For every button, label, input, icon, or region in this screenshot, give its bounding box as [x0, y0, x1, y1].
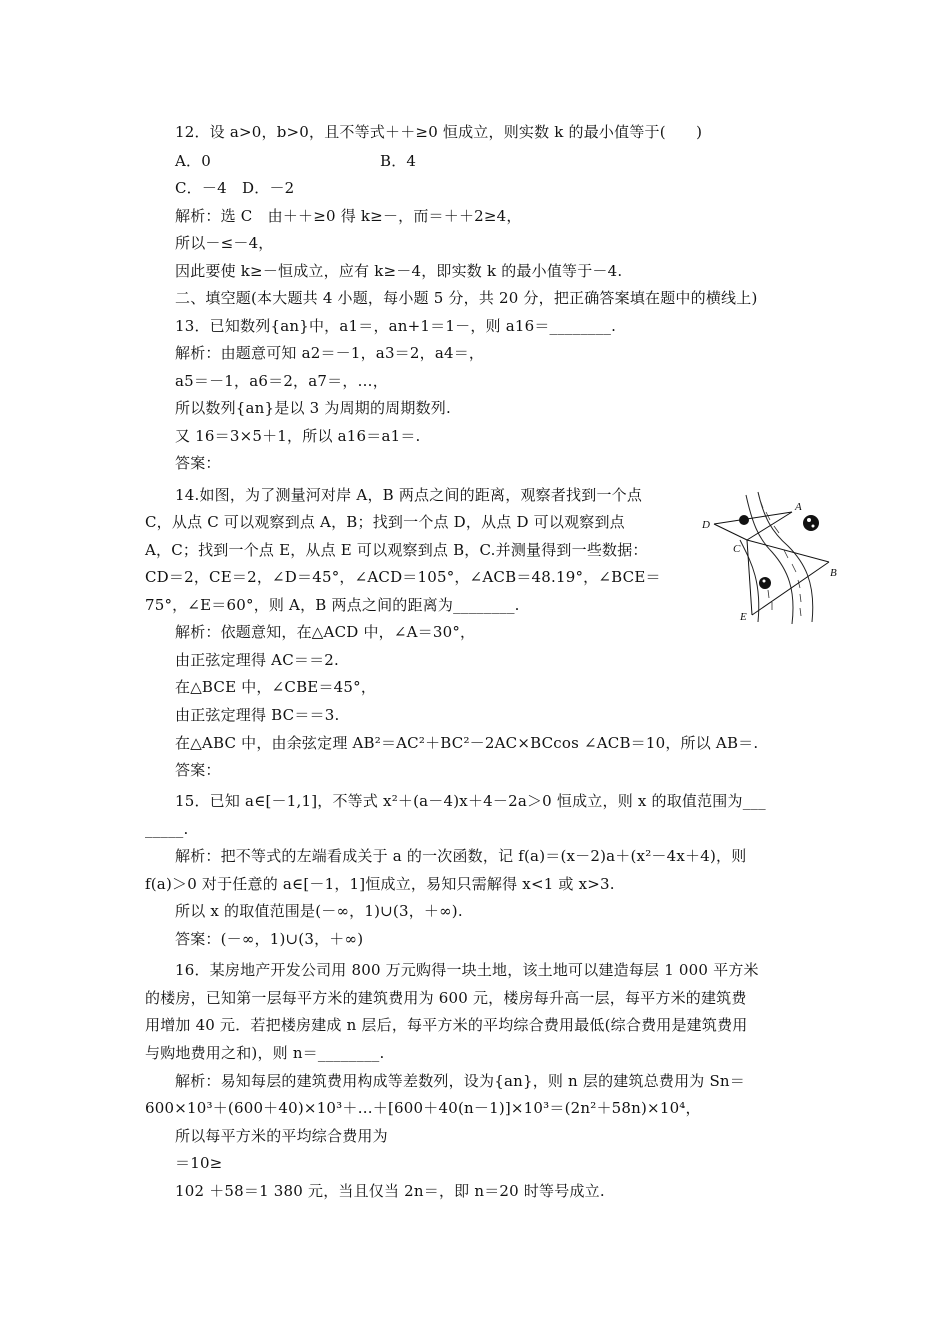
q14-answer: 答案： [175, 761, 221, 779]
q12-stem: 12．设 a>0，b>0，且不等式＋＋≥0 恒成立，则实数 k 的最小值等于( ) [175, 123, 703, 141]
q14-stem-4: CD＝2，CE＝2，∠D＝45°，∠ACD＝105°，∠ACB＝48.19°，∠BCE＝ [145, 568, 661, 586]
q15-solution-1: 解析：把不等式的左端看成关于 a 的一次函数，记 f(a)＝(x－2)a＋(x²－4x＋4)，则 [175, 847, 747, 865]
point-label-a: A [795, 501, 802, 513]
q13-solution-2: a5＝－1，a6＝2，a7＝，…， [175, 372, 388, 390]
q15-solution-3: 所以 x 的取值范围是(－∞，1)∪(3，＋∞). [175, 902, 463, 920]
q12-option-cd: C．－4 D．－2 [175, 179, 295, 197]
river-bank-right [758, 492, 813, 622]
point-label-d: D [702, 519, 710, 531]
river-survey-figure [700, 490, 845, 625]
q16-stem-2: 的楼房，已知第一层每平方米的建筑费用为 600 元，楼房每升高一层，每平方米的建筑费 [145, 989, 747, 1007]
section-heading: 二、填空题(本大题共 4 小题，每小题 5 分，共 20 分，把正确答案填在题中的横线上) [175, 289, 758, 307]
q15-stem-2: _____. [145, 820, 189, 838]
q16-solution-3: 所以每平方米的平均综合费用为 [175, 1127, 388, 1145]
q14-solution-3: 在△BCE 中，∠CBE＝45°， [175, 678, 377, 696]
point-label-c: C [733, 543, 741, 555]
q12-solution-3: 因此要使 k≥－恒成立，应有 k≥－4，即实数 k 的最小值等于－4. [175, 262, 623, 280]
q14-stem-3: A，C；找到一个点 E，从点 E 可以观察到点 B，C.并测量得到一些数据： [145, 541, 648, 559]
q16-stem-3: 用增加 40 元．若把楼房建成 n 层后，每平方米的平均综合费用最低(综合费用是建筑费用 [145, 1016, 748, 1034]
q16-solution-1: 解析：易知每层的建筑费用构成等差数列，设为{an}，则 n 层的建筑总费用为 Sn＝ [175, 1072, 745, 1090]
bush-icon [739, 515, 819, 589]
q15-answer: 答案：(－∞，1)∪(3，＋∞) [175, 930, 364, 948]
q16-solution-2: 600×10³＋(600＋40)×10³＋…＋[600＋40(n－1)]×10³＝(2n²＋58n)×10⁴， [145, 1099, 701, 1117]
q14-solution-1: 解析：依题意知，在△ACD 中，∠A＝30°， [175, 623, 476, 641]
q12-solution-1: 解析：选 C 由＋＋≥0 得 k≥－，而＝＋＋2≥4， [175, 207, 522, 225]
q13-solution-4: 又 16＝3×5＋1，所以 a16＝a1＝. [175, 427, 421, 445]
point-label-e: E [740, 611, 747, 623]
q14-stem-5: 75°，∠E＝60°，则 A，B 两点之间的距离为________. [145, 596, 520, 614]
q15-stem-1: 15．已知 a∈[－1,1]，不等式 x²＋(a－4)x＋4－2a＞0 恒成立，则 x 的取值范围为___ [175, 792, 766, 810]
q12-option-a: A．0 [175, 152, 211, 170]
q14-solution-5: 在△ABC 中，由余弦定理 AB²＝AC²＋BC²－2AC×BCcos ∠ACB＝10，所以 AB＝. [175, 734, 759, 752]
q14-stem-2: C，从点 C 可以观察到点 A，B；找到一个点 D，从点 D 可以观察到点 [145, 513, 625, 531]
point-label-b: B [830, 567, 837, 579]
q13-solution-3: 所以数列{an}是以 3 为周期的周期数列. [175, 399, 451, 417]
q16-stem-4: 与购地费用之和)，则 n＝________. [145, 1044, 385, 1062]
q14-stem-1: 14.如图，为了测量河对岸 A，B 两点之间的距离，观察者找到一个点 [175, 486, 643, 504]
q16-solution-5: 102 ＋58＝1 380 元，当且仅当 2n＝，即 n＝20 时等号成立. [175, 1182, 605, 1200]
q16-stem-1: 16．某房地产开发公司用 800 万元购得一块土地，该土地可以建造每层 1 000 平方米 [175, 961, 759, 979]
q14-solution-4: 由正弦定理得 BC＝＝3. [175, 706, 340, 724]
river-bank-inner [746, 495, 793, 624]
q12-option-b: B．4 [380, 152, 417, 170]
q15-solution-2: f(a)＞0 对于任意的 a∈[－1，1]恒成立，易知只需解得 x<1 或 x>3. [145, 875, 615, 893]
q12-solution-2: 所以－≤－4， [175, 234, 274, 252]
q14-solution-2: 由正弦定理得 AC＝＝2. [175, 651, 339, 669]
q16-solution-4: ＝10≥ [175, 1154, 223, 1172]
q13-stem: 13．已知数列{an}中，a1＝，an+1＝1－，则 a16＝________. [175, 317, 617, 335]
q13-solution-1: 解析：由题意可知 a2＝－1，a3＝2，a4＝， [175, 344, 485, 362]
q13-answer: 答案： [175, 454, 221, 472]
